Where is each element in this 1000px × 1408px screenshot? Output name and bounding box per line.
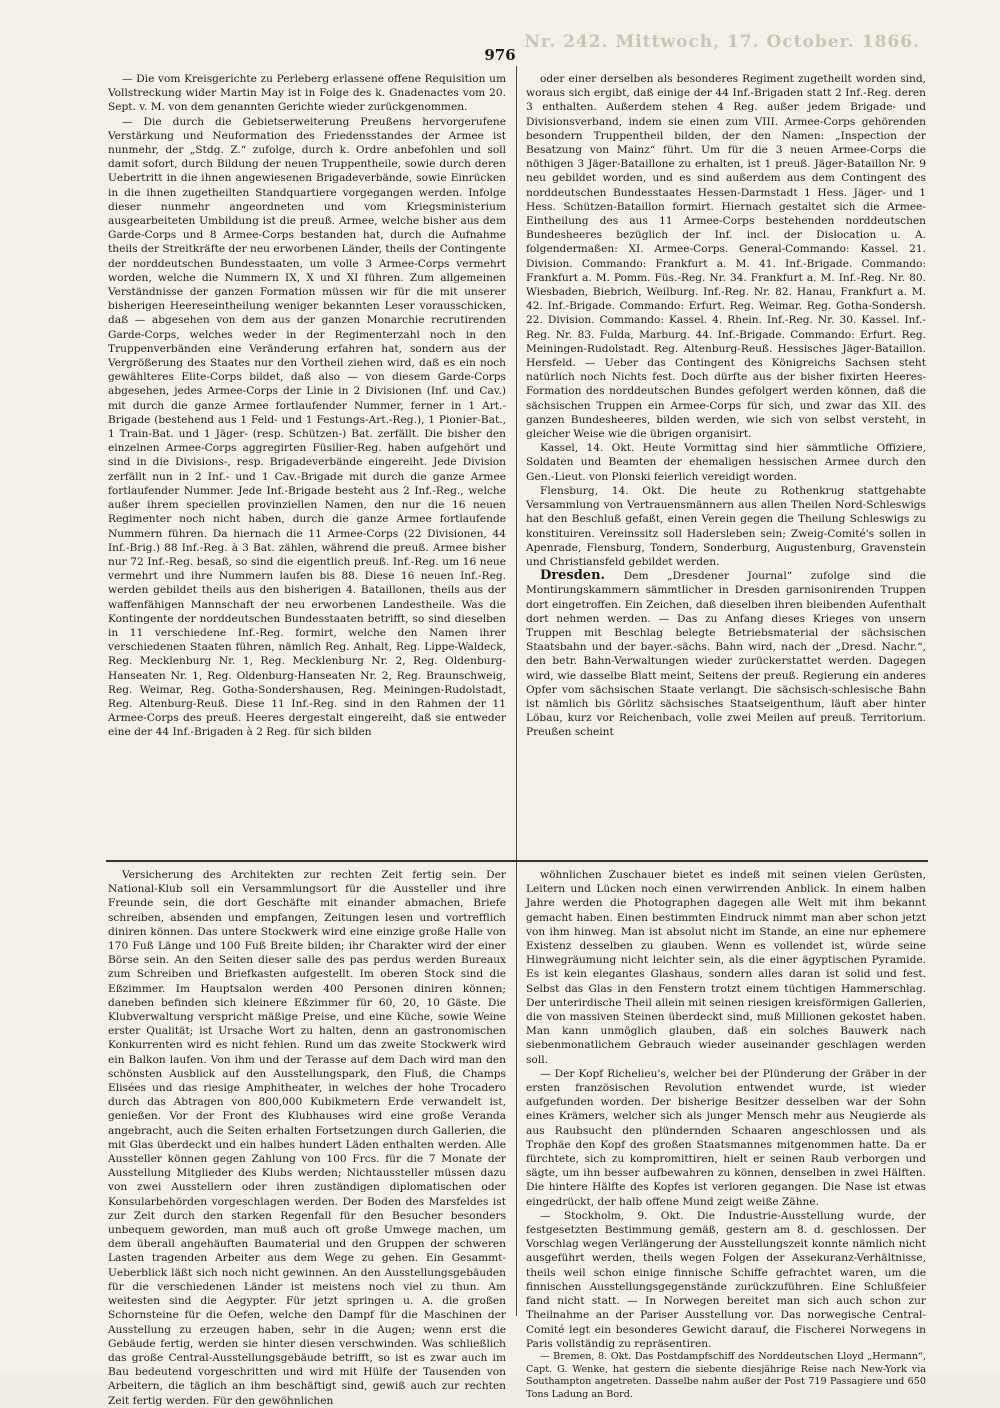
- column-bottom-right: [526, 868, 926, 1400]
- article-paragraph: Kassel, 14. Okt. Heute Vormittag sind hier sämmtliche Offiziere, Soldaten und Beamten der ehemaligen hessischen Armee durch den Gen.-Lieut. von Plonski feierlich vereidigt worden.: [526, 442, 926, 483]
- article-paragraph-small: — Bremen, 8. Okt. Das Postdampfschiff des Norddeutschen Lloyd „Hermann“, Capt. G. Wenke, hat gestern die siebente diesjährige Reise nach New-York via Southampton angetreten. Dasselbe nahm außer der Post 719 Passagiere und 650 Tons Ladung an Bord.: [526, 1350, 926, 1400]
- article-text: Dem „Dresdener Journal“ zufolge sind die Montirungskammern sämmtlicher in Dresden garnisonirenden Truppen dort eingetroffen. Ein Zeichen, daß dieselben ihren bleibenden Aufenthalt dort nehmen werden. — Das zu Anfang dieses Krieges von unsern Truppen mit Beschlag belegte Betriebsmaterial der sächsischen Staatsbahn und der bayer.-sächs. Bahn wird, nach der „Dresd. Nachr.“, den betr. Bahn-Verwaltungen wieder zurückerstattet werden. Dagegen wird, wie dasselbe Blatt meint, Seitens der preuß. Regierung ein anderes Opfer vom sächsischen Staate verlangt. Die sächsisch-schlesische Bahn ist nämlich bis Görlitz sächsisches Staatseigenthum, läuft aber hinter Löbau, kurz vor Reichenbach, volle zwei Meilen auf preuß. Territorium. Preußen scheint: [526, 570, 926, 739]
- section-divider: [106, 860, 928, 862]
- article-paragraph: — Die durch die Gebietserweiterung Preußens hervorgerufene Verstärkung und Neuformation des Friedensstandes der Armee ist nunmehr, der „Stdg. Z.“ zufolge, durch k. Ordre anbefohlen und soll damit sofort, durch Bildung der neuen Truppentheile, sowie durch deren Uebertritt in die ihnen angewiesenen Brigadeverbände, sowie Einrücken in die ihnen zugetheilten Standquartiere vorgegangen werden. Infolge dieser nunmehr angeordneten und vom Kriegsministerium ausgearbeiteten Umbildung ist die preuß. Armee, welche bisher aus dem Garde-Corps und 8 Armee-Corps bestanden hat, durch die Aufnahme theils der Streitkräfte der neu erworbenen Länder, theils der Contingente der norddeutschen Bundesstaaten, um volle 3 Armee-Corps vermehrt worden, welche die Nummern IX, X und XI führen. Zum allgemeinen Verständnisse der ganzen Formation müssen wir für die mit unserer bisherigen Heereseintheilung weniger bekannten Leser vorausschicken, daß — abgesehen von dem aus der ganzen Monarchie recrutirenden Garde-Corps, welches weder in der Regimenterzahl noch in den Truppenverbänden eine Veränderung erfahren hat, sondern aus der Vergrößerung des Staates nur den Vortheil ziehen wird, daß es ein noch gewählteres Elite-Corps bildet, daß also — von diesem Garde-Corps abgesehen, jedes Armee-Corps der Linie in 2 Divisionen (Inf. und Cav.) mit durch die ganze Armee fortlaufender Nummer, ferner in 1 Art.-Brigade (bestehend aus 1 Feld- und 1 Festungs-Art.-Reg.), 1 Pionier-Bat., 1 Train-Bat. und 1 Jäger- (resp. Schützen-) Bat. zerfällt. Die bisher den einzelnen Armee-Corps aggregirten Füsilier-Reg. haben aufgehört und sind in die Divisions-, resp. Brigadeverbände eingereiht. Jede Division zerfällt nun in 2 Inf.- und 1 Cav.-Brigade mit durch die ganze Armee fortlaufender Nummer. Jede Inf.-Brigade besteht aus 2 Inf.-Reg., welche außer ihrem speciellen provinziellen Namen, den nur die 16 neuen Regimenter noch nicht haben, durch die ganze Armee fortlaufende Nummern führen. Da hiernach die 11 Armee-Corps (22 Divisionen, 44 Inf.-Brig.) 88 Inf.-Reg. à 3 Bat. zählen, während die preuß. Armee bisher nur 72 Inf.-Reg. besaß, so sind die eigentlich preuß. Inf.-Reg. um 16 neue vermehrt und ihre Nummern laufen bis 88. Diese 16 neuen Inf.-Reg. werden gebildet theils aus den bisherigen 4. Bataillonen, theils aus der waffenfähigen Mannschaft der neu erworbenen Landestheile. Was die Kontingente der norddeutschen Bundesstaaten betrifft, so sind dieselben in 11 verschiedene Inf.-Reg. formirt, welche den Namen ihrer verschiedenen Staaten führen, nämlich Reg. Anhalt, Reg. Lippe-Waldeck, Reg. Mecklenburg Nr. 1, Reg. Mecklenburg Nr. 2, Reg. Oldenburg-Hanseaten Nr. 1, Reg. Oldenburg-Hanseaten Nr. 2, Reg. Braunschweig, Reg. Weimar, Reg. Gotha-Sondershausen, Reg. Meiningen-Rudolstadt, Reg. Altenburg-Reuß. Diese 11 Inf.-Reg. sind in den Rahmen der 11 Armee-Corps des preuß. Heeres dergestalt eingereiht, daß sie entweder eine der 44 Inf.-Brigaden à 2 Reg. für sich bilden: [108, 115, 506, 739]
- bleed-through-header: Nr. 242. Mittwoch, 17. October. 1866.: [524, 32, 920, 52]
- article-paragraph: oder einer derselben als besonderes Regiment zugetheilt worden sind, woraus sich ergibt, daß einige der 44 Inf.-Brigaden statt 2 Inf.-Reg. deren 3 enthalten. Außerdem stehen 4 Reg. außer jedem Brigade- und Divisionsverband, indem sie einen zum VIII. Armee-Corps gehörenden besondern Truppentheil bilden, der den Namen: „Inspection der Besatzung von Mainz“ führt. Um für die 3 neuen Armee-Corps die nöthigen 3 Jäger-Bataillone zu erhalten, ist 1 preuß. Jäger-Bataillon Nr. 9 neu gebildet worden, und es sind außerdem aus dem Contingent des norddeutschen Bundesstaates Hessen-Darmstadt 1 Hess. Jäger- und 1 Hess. Schützen-Bataillon formirt. Hiernach gestaltet sich die Armee-Eintheilung des aus 11 Armee-Corps bestehenden norddeutschen Bundesheeres bezüglich der Inf. incl. der Dislocation u. A. folgendermaßen: XI. Armee-Corps. General-Commando: Kassel. 21. Division. Commando: Frankfurt a. M. 41. Inf.-Brigade. Commando: Frankfurt a. M. Pomm. Füs.-Reg. Nr. 34. Frankfurt a. M. Inf.-Reg. Nr. 80. Wiesbaden, Biebrich, Weilburg. Inf.-Reg. Nr. 82. Hanau, Frankfurt a. M. 42. Inf.-Brigade. Commando: Erfurt. Reg. Weimar. Reg. Gotha-Sondersh. 22. Division. Commando: Kassel. 4. Rhein. Inf.-Reg. Nr. 30. Kassel. Inf.-Reg. Nr. 83. Fulda, Marburg. 44. Inf.-Brigade. Commando: Erfurt. Reg. Meiningen-Rudolstadt. Reg. Altenburg-Reuß. Hessisches Jäger-Bataillon. Hersfeld. — Ueber das Contingent des Königreichs Sachsen steht natürlich noch Nichts fest. Doch dürfte aus der bisher fixirten Heeres-Formation des norddeutschen Bundes gefolgert werden können, daß die sächsischen Truppen ein Armee-Corps für sich, und zwar das XII. des ganzen Bundesheeres, bilden werden, wie sich von selbst versteht, in gleicher Weise wie die übrigen organisirt.: [526, 73, 926, 441]
- column-top-left: [108, 72, 506, 852]
- article-paragraph: — Der Kopf Richelieu's, welcher bei der Plünderung der Gräber in der ersten französischen Revolution entwendet wurde, ist wieder aufgefunden worden. Der bisherige Besitzer desselben war der Sohn eines Krämers, welcher sich als junger Mensch mehr aus Neugierde als aus Raubsucht den plündernden Schaaren angeschlossen und als Trophäe den Kopf des großen Staatsmannes mitgenommen hatte. Da er fürchtete, sich zu kompromittiren, hielt er seinen Raub verborgen und sägte, um ihn besser aufbewahren zu können, denselben in zwei Hälften. Die hintere Hälfte des Kopfes ist verloren gegangen. Die Nase ist etwas eingedrückt, der halb offene Mund zeigt weiße Zähne.: [526, 1067, 926, 1208]
- column-bottom-left: [108, 868, 506, 1407]
- column-top-right: [526, 72, 926, 852]
- page-number: 976: [484, 46, 516, 64]
- article-paragraph: wöhnlichen Zuschauer bietet es indeß mit seinen vielen Gerüsten, Leitern und Lücken noch einen verwirrenden Anblick. In einem halben Jahre werden die Photographen dagegen alle Welt mit ihm bekannt gemacht haben. Einen bestimmten Eindruck nimmt man aber schon jetzt von ihm hinweg. Man ist absolut nicht im Stande, an eine nur ephemere Existenz desselben zu glauben. Wenn es vollendet ist, würde seine Hinwegräumung nicht leichter sein, als die einer ägyptischen Pyramide. Es ist kein elegantes Glashaus, sondern alles daran ist solid und fest. Selbst das Glas in den Fenstern trotzt einem tüchtigen Hammerschlag. Der unterirdische Theil allein mit seinen riesigen kreisförmigen Gallerien, die von massiven Steinen überdeckt sind, muß Millionen gekostet haben. Man kann unmöglich glauben, daß ein solches Bauwerk nach siebenmonatlichem Gebrauch wieder auseinander geschlagen werden soll.: [526, 869, 926, 1066]
- article-paragraph: — Stockholm, 9. Okt. Die Industrie-Ausstellung wurde, der festgesetzten Bestimmung gemäß, gestern am 8. d. geschlossen. Der Vorschlag wegen Verlängerung der Ausstellungszeit konnte nämlich nicht ausgeführt werden, theils wegen Folgen der Assekuranz-Verhältnisse, theils weil schon einige finnische Schiffe gefrachtet waren, um die finnischen Ausstellungsgegenstände zurückzuführen. Eine Schlußfeier fand nicht statt. — In Norwegen bereitet man sich auch schon zur Theilnahme an der Pariser Ausstellung vor. Das norwegische Central-Comité legt ein besonderes Gewicht darauf, die Fischerei Norwegens in Paris vollständig zu repräsentiren.: [526, 1209, 926, 1350]
- column-divider: [516, 66, 517, 1316]
- dateline-heading: Dresden.: [540, 568, 606, 584]
- article-paragraph: — Die vom Kreisgerichte zu Perleberg erlassene offene Requisition um Vollstreckung wider Martin May ist in Folge des k. Gnadenactes vom 20. Sept. v. M. von dem genannten Gerichte wieder zurückgenommen.: [108, 73, 506, 114]
- article-paragraph: Flensburg, 14. Okt. Die heute zu Rothenkrug stattgehabte Versammlung von Vertrauensmännern aus allen Theilen Nord-Schleswigs hat den Beschluß gefaßt, einen Verein gegen die Theilung Schleswigs zu konstituiren. Vereinssitz soll Hadersleben sein; Zweig-Comité's sollen in Apenrade, Flensburg, Tondern, Sonderburg, Augustenburg, Gravenstein und Christiansfeld gebildet werden.: [526, 484, 926, 568]
- article-paragraph: Versicherung des Architekten zur rechten Zeit fertig sein. Der National-Klub soll ein Versammlungsort für die Aussteller und ihre Freunde sein, die dort Geschäfte mit einander abmachen, Briefe schreiben, absenden und empfangen, Zeitungen lesen und vortrefflich diniren können. Das untere Stockwerk wird eine einzige große Halle von 170 Fuß Länge und 100 Fuß Breite bilden; ihr Charakter wird der einer Börse sein. An den Seiten dieser salle des pas perdus werden Bureaux zum Schreiben und Briefkasten aufgestellt. Im oberen Stock sind die Eßzimmer. Im Hauptsalon werden 400 Personen diniren können; daneben befinden sich kleinere Eßzimmer für 60, 20, 10 Gäste. Die Klubverwaltung verspricht mäßige Preise, und eine Küche, sowie Weine erster Qualität; ist Ursache Wort zu halten, denn an gastronomischen Konkurrenten wird es nicht fehlen. Rund um das zweite Stockwerk wird ein Balkon laufen. Von ihm und der Terasse auf dem Dach wird man den schönsten Ausblick auf den Ausstellungspark, den Fluß, die Champs Elisées und das riesige Amphitheater, in welches der hohe Trocadero durch das Abtragen von 800,000 Kubikmetern Erde verwandelt ist, genießen. Vor der Front des Klubhauses wird eine große Veranda angebracht, auch die Seiten erhalten Fortsetzungen durch Gallerien, die mit Glas überdeckt und ein halbes hundert Läden enthalten werden. Alle Aussteller können gegen Zahlung von 100 Frcs. für die 7 Monate der Ausstellung Mitglieder des Klubs werden; Nichtaussteller müssen dazu von zwei Ausstellern oder ihren zuständigen diplomatischen oder Konsularbehörden vorgeschlagen werden. Der Boden des Marsfeldes ist zur Zeit durch den starken Regenfall für den Besucher besonders unbequem geworden, man muß auch oft große Umwege machen, um dem überall angehäuften Baumaterial und den Gruppen der schweren Lasten tragenden Arbeiter aus dem Wege zu gehen. Ein Gesammt-Ueberblick läßt sich noch nicht gewinnen. An den Ausstellungsgebäuden für die verschiedenen Länder ist meistens noch viel zu thun. Am weitesten sind die Aegypter. Für jetzt springen u. A. die großen Schornsteine für die Oefen, welche den Dampf für die Maschinen der Ausstellung zu erzeugen haben, sehr in die Augen; wenn erst die Gebäude fertig, werden sie hinter diesen verschwinden. Was schließlich das große Central-Ausstellungsgebäude betrifft, so ist es zwar auch im Bau bedeutend vorgeschritten und wird mit Hülfe der Tausenden von Arbeitern, die täglich an ihm beschäftigt sind, gewiß auch zur rechten Zeit fertig werden. Für den gewöhnlichen: [108, 869, 506, 1407]
- article-paragraph: [526, 569, 926, 739]
